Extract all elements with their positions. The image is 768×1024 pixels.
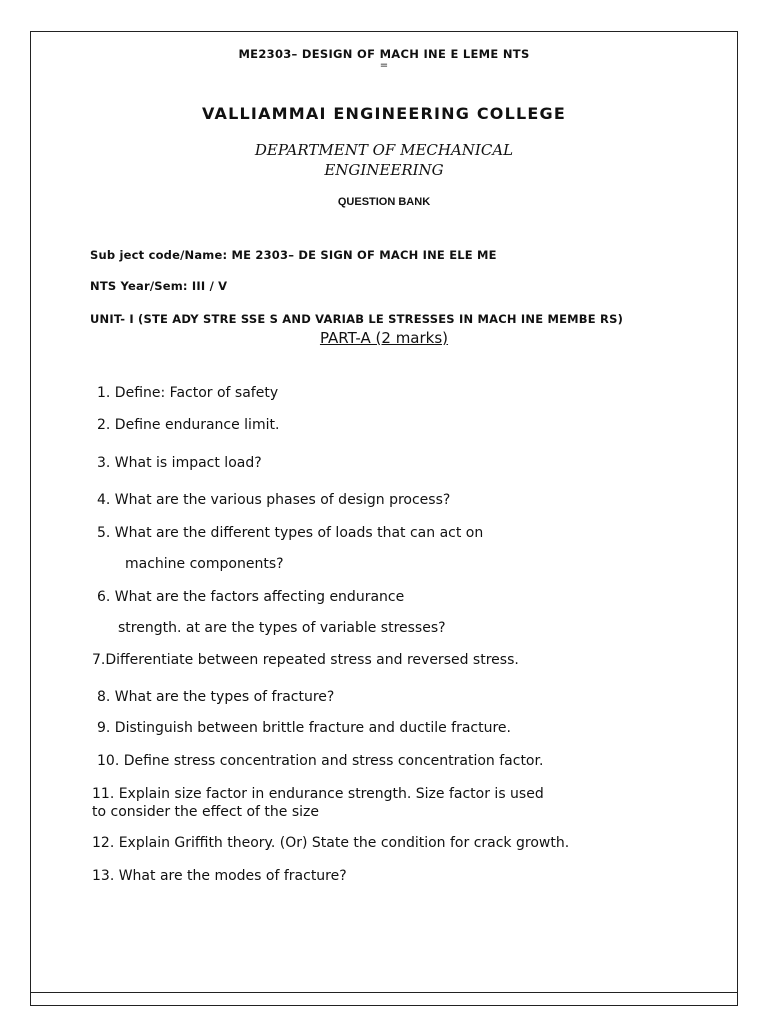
unit-line: UNIT- I (STE ADY STRE SSE S AND VARIAB LE STRESSES IN MACH INE MEMBE RS) xyxy=(90,312,624,326)
course-header: ME2303– DESIGN OF MACH INE E LEME NTS xyxy=(238,47,530,61)
college-name: VALLIAMMAI ENGINEERING COLLEGE xyxy=(202,104,566,123)
question-item: 11. Explain size factor in endurance strength. Size factor is used xyxy=(92,786,544,802)
document-type: QUESTION BANK xyxy=(337,196,431,208)
bottom-rule xyxy=(30,992,738,993)
question-item: 10. Define stress concentration and stress concentration factor. xyxy=(97,753,544,769)
question-item: 3. What is impact load? xyxy=(97,455,262,471)
header-equals-mark: = xyxy=(379,60,389,71)
question-continuation: strength. at are the types of variable stresses? xyxy=(118,620,446,636)
question-item: 13. What are the modes of fracture? xyxy=(92,868,347,884)
department-line-2: ENGINEERING xyxy=(324,161,444,179)
department-line-1: DEPARTMENT OF MECHANICAL xyxy=(254,141,514,159)
question-item: 4. What are the various phases of design process? xyxy=(97,492,451,508)
question-item: 12. Explain Griffith theory. (Or) State the condition for crack growth. xyxy=(92,835,570,851)
part-title: PART-A (2 marks) xyxy=(319,329,449,347)
subject-line: Sub ject code/Name: ME 2303– DE SIGN OF MACH INE ELE ME xyxy=(90,248,497,262)
year-sem-line: NTS Year/Sem: III / V xyxy=(90,279,228,293)
question-item: 5. What are the different types of loads that can act on xyxy=(97,525,484,541)
question-item: 8. What are the types of fracture? xyxy=(97,689,335,705)
question-item: 9. Distinguish between brittle fracture and ductile fracture. xyxy=(97,720,511,736)
question-item: 6. What are the factors affecting endurance xyxy=(97,589,405,605)
question-continuation: to consider the effect of the size xyxy=(92,804,319,820)
question-item: 1. Define: Factor of safety xyxy=(97,385,279,401)
question-item: 2. Define endurance limit. xyxy=(97,417,280,433)
question-continuation: machine components? xyxy=(125,556,284,572)
question-item: 7.Differentiate between repeated stress and reversed stress. xyxy=(92,652,519,668)
